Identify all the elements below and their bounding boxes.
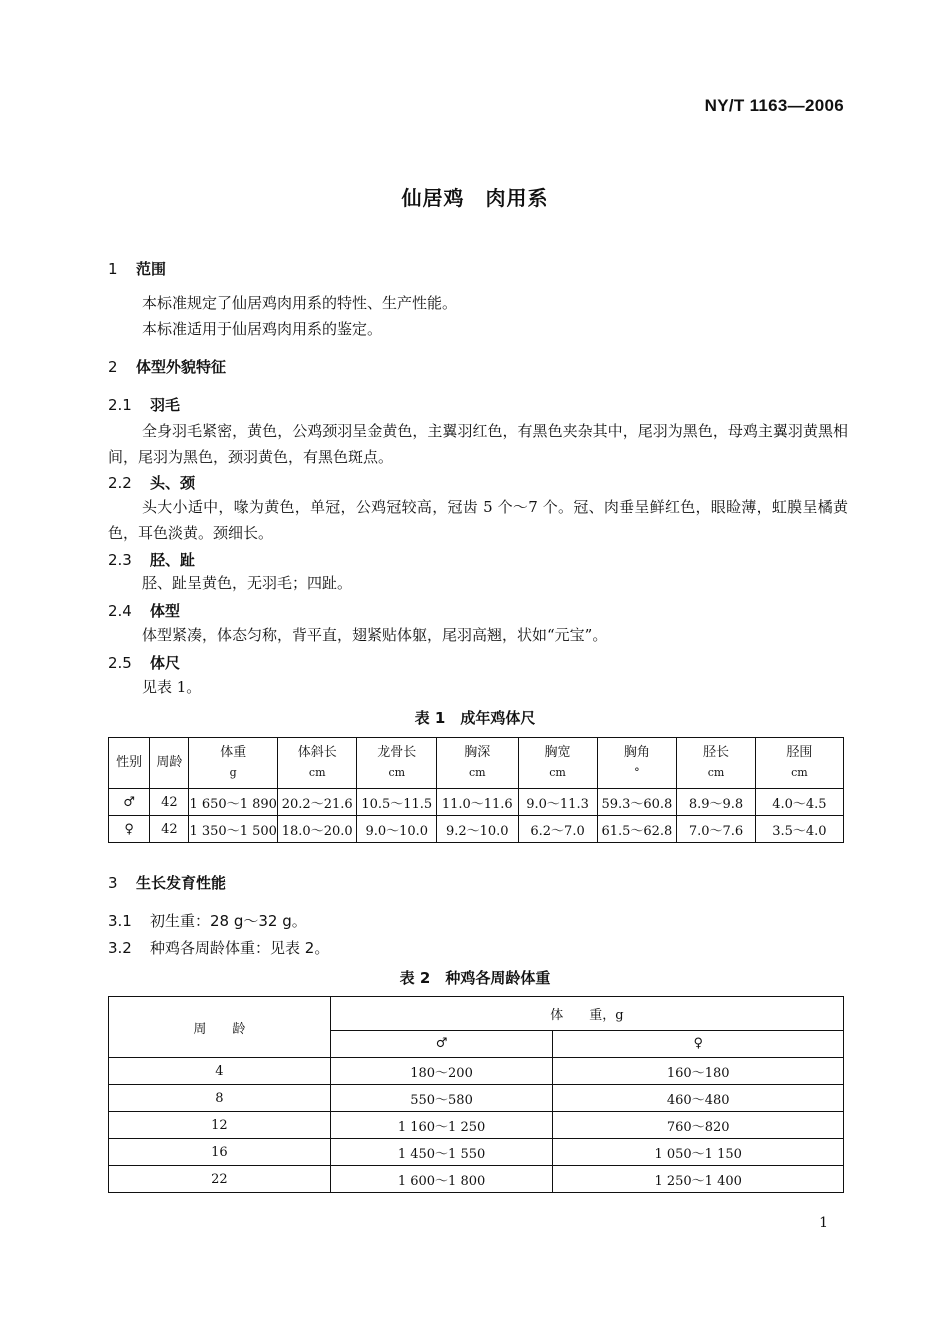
header-name: 体斜长 (297, 745, 337, 760)
header-keel-length (357, 738, 437, 789)
table-row (109, 1085, 844, 1112)
section-title: 头、颈 (150, 474, 196, 492)
section-2-5-text: 见表 1。 (142, 678, 202, 696)
table-cell: 16 (109, 1139, 331, 1166)
table-row (109, 1058, 844, 1085)
header-chest-angle (597, 738, 677, 789)
header-name: 体重 (220, 745, 247, 760)
section-number: 3 (108, 874, 118, 892)
document-title: 仙居鸡 肉用系 (401, 186, 549, 210)
table-row (109, 1166, 844, 1193)
section-2-2-text: 头大小适中，喙为黄色，单冠，公鸡冠较高，冠齿 5 个～7 个。冠、肉垂呈鲜红色，眼睑薄，虹膜呈橘黄色，耳色淡黄。颈细长。 (108, 498, 848, 542)
table-cell: 7.0～7.6 (677, 816, 756, 843)
header-chest-width (518, 738, 597, 789)
section-number: 3.2 (108, 939, 132, 957)
table-cell: 11.0～11.6 (437, 789, 518, 816)
table-cell: 1 050～1 150 (553, 1139, 844, 1166)
header-unit: cm (308, 766, 326, 779)
table-cell: 1 160～1 250 (330, 1112, 553, 1139)
header-shank-length (677, 738, 756, 789)
header-name: 胫围 (786, 745, 813, 760)
table-cell: 20.2～21.6 (277, 789, 357, 816)
section-title: 羽毛 (150, 396, 181, 414)
table-1-caption: 表 1 成年鸡体尺 (414, 709, 536, 727)
header-name: 龙骨长 (377, 745, 417, 760)
table-cell: 550～580 (330, 1085, 553, 1112)
section-title: 体型外貌特征 (136, 358, 227, 376)
table-cell: ♂ (109, 789, 150, 816)
header-unit: cm (791, 766, 808, 779)
section-number: 1 (108, 260, 118, 278)
section-2-3-heading (108, 549, 195, 570)
header-week: 周 龄 (109, 997, 331, 1058)
section-2-1-text: 全身羽毛紧密，黄色，公鸡颈羽呈金黄色，主翼羽红色，有黑色夹杂其中，尾羽为黑色，母鸡主翼羽黄黑相间，尾羽为黑色，颈羽黄色，有黑色斑点。 (108, 422, 848, 466)
table-2-header-row (109, 997, 844, 1031)
header-chest-depth (437, 738, 518, 789)
table-cell: 42 (150, 816, 189, 843)
table-cell: 8.9～9.8 (677, 789, 756, 816)
section-text: 种鸡各周龄体重：见表 2。 (150, 939, 330, 957)
section-title: 体型 (150, 602, 181, 620)
section-2-1-heading (108, 394, 180, 415)
table-1-header-row (109, 738, 844, 789)
section-number: 3.1 (108, 912, 132, 930)
section-3-2 (108, 937, 329, 958)
table-cell: 59.3～60.8 (597, 789, 677, 816)
section-title: 生长发育性能 (136, 874, 227, 892)
table-row (109, 816, 844, 843)
section-text: 初生重：28 g～32 g。 (150, 912, 307, 930)
header-body-slant-length (277, 738, 357, 789)
table-row (109, 1139, 844, 1166)
section-title: 范围 (136, 260, 167, 278)
header-unit: cm (549, 766, 566, 779)
table-cell: 1 350～1 500 (189, 816, 277, 843)
header-name: 胫长 (703, 745, 730, 760)
page-number: 1 (819, 1215, 828, 1231)
table-cell: 1 450～1 550 (330, 1139, 553, 1166)
section-title: 胫、趾 (150, 551, 196, 569)
header-unit: cm (388, 766, 406, 779)
table-cell: 1 650～1 890 (189, 789, 277, 816)
section-2-heading (108, 356, 226, 377)
section-2-2-heading (108, 472, 195, 493)
table-cell: 6.2～7.0 (518, 816, 597, 843)
table-cell: 61.5～62.8 (597, 816, 677, 843)
section-2-4-text: 体型紧凑，体态匀称，背平直，翅紧贴体躯，尾羽高翘，状如“元宝”。 (142, 626, 608, 644)
header-male: ♂ (330, 1030, 553, 1057)
table-cell: 9.2～10.0 (437, 816, 518, 843)
header-weight: 体 重，g (330, 997, 843, 1031)
table-row (109, 1112, 844, 1139)
table-cell: 4.0～4.5 (755, 789, 843, 816)
section-3-heading (108, 872, 226, 893)
section-number: 2.5 (108, 654, 132, 672)
header-unit: g (229, 766, 237, 779)
table-cell: 180～200 (330, 1058, 553, 1085)
header-name: 胸深 (464, 745, 491, 760)
section-number: 2.4 (108, 602, 132, 620)
table-cell: 22 (109, 1166, 331, 1193)
table-1 (108, 737, 844, 843)
section-number: 2.1 (108, 396, 132, 414)
table-cell: 760～820 (553, 1112, 844, 1139)
table-cell: 9.0～11.3 (518, 789, 597, 816)
section-1-heading (108, 258, 166, 279)
section-number: 2.3 (108, 551, 132, 569)
header-unit: ° (634, 766, 640, 779)
section-3-1 (108, 910, 307, 931)
table-cell: 460～480 (553, 1085, 844, 1112)
table-cell: 42 (150, 789, 189, 816)
table-cell: 3.5～4.0 (755, 816, 843, 843)
table-cell: 8 (109, 1085, 331, 1112)
section-title: 体尺 (150, 654, 181, 672)
table-2-caption: 表 2 种鸡各周龄体重 (399, 969, 551, 987)
header-female: ♀ (553, 1030, 844, 1057)
section-1-para-2: 本标准适用于仙居鸡肉用系的鉴定。 (142, 320, 383, 338)
standard-number: NY/T 1163—2006 (704, 96, 844, 115)
table-cell: 1 600～1 800 (330, 1166, 553, 1193)
section-number: 2.2 (108, 474, 132, 492)
table-cell: ♀ (109, 816, 150, 843)
table-cell: 1 250～1 400 (553, 1166, 844, 1193)
table-cell: 12 (109, 1112, 331, 1139)
section-1-para-1: 本标准规定了仙居鸡肉用系的特性、生产性能。 (142, 294, 458, 312)
section-2-3-text: 胫、趾呈黄色，无羽毛；四趾。 (142, 574, 353, 592)
header-week: 周龄 (150, 738, 189, 789)
table-cell: 9.0～10.0 (357, 816, 437, 843)
header-unit: cm (468, 766, 486, 779)
section-2-5-heading (108, 652, 180, 673)
section-number: 2 (108, 358, 118, 376)
table-cell: 18.0～20.0 (277, 816, 357, 843)
table-cell: 160～180 (553, 1058, 844, 1085)
header-shank-girth (755, 738, 843, 789)
table-cell: 4 (109, 1058, 331, 1085)
header-sex: 性别 (109, 738, 150, 789)
header-name: 胸角 (623, 745, 650, 760)
table-cell: 10.5～11.5 (357, 789, 437, 816)
section-2-4-heading (108, 600, 180, 621)
table-2 (108, 996, 844, 1193)
header-weight (189, 738, 277, 789)
header-name: 胸宽 (544, 745, 571, 760)
table-row (109, 789, 844, 816)
header-unit: cm (707, 766, 725, 779)
